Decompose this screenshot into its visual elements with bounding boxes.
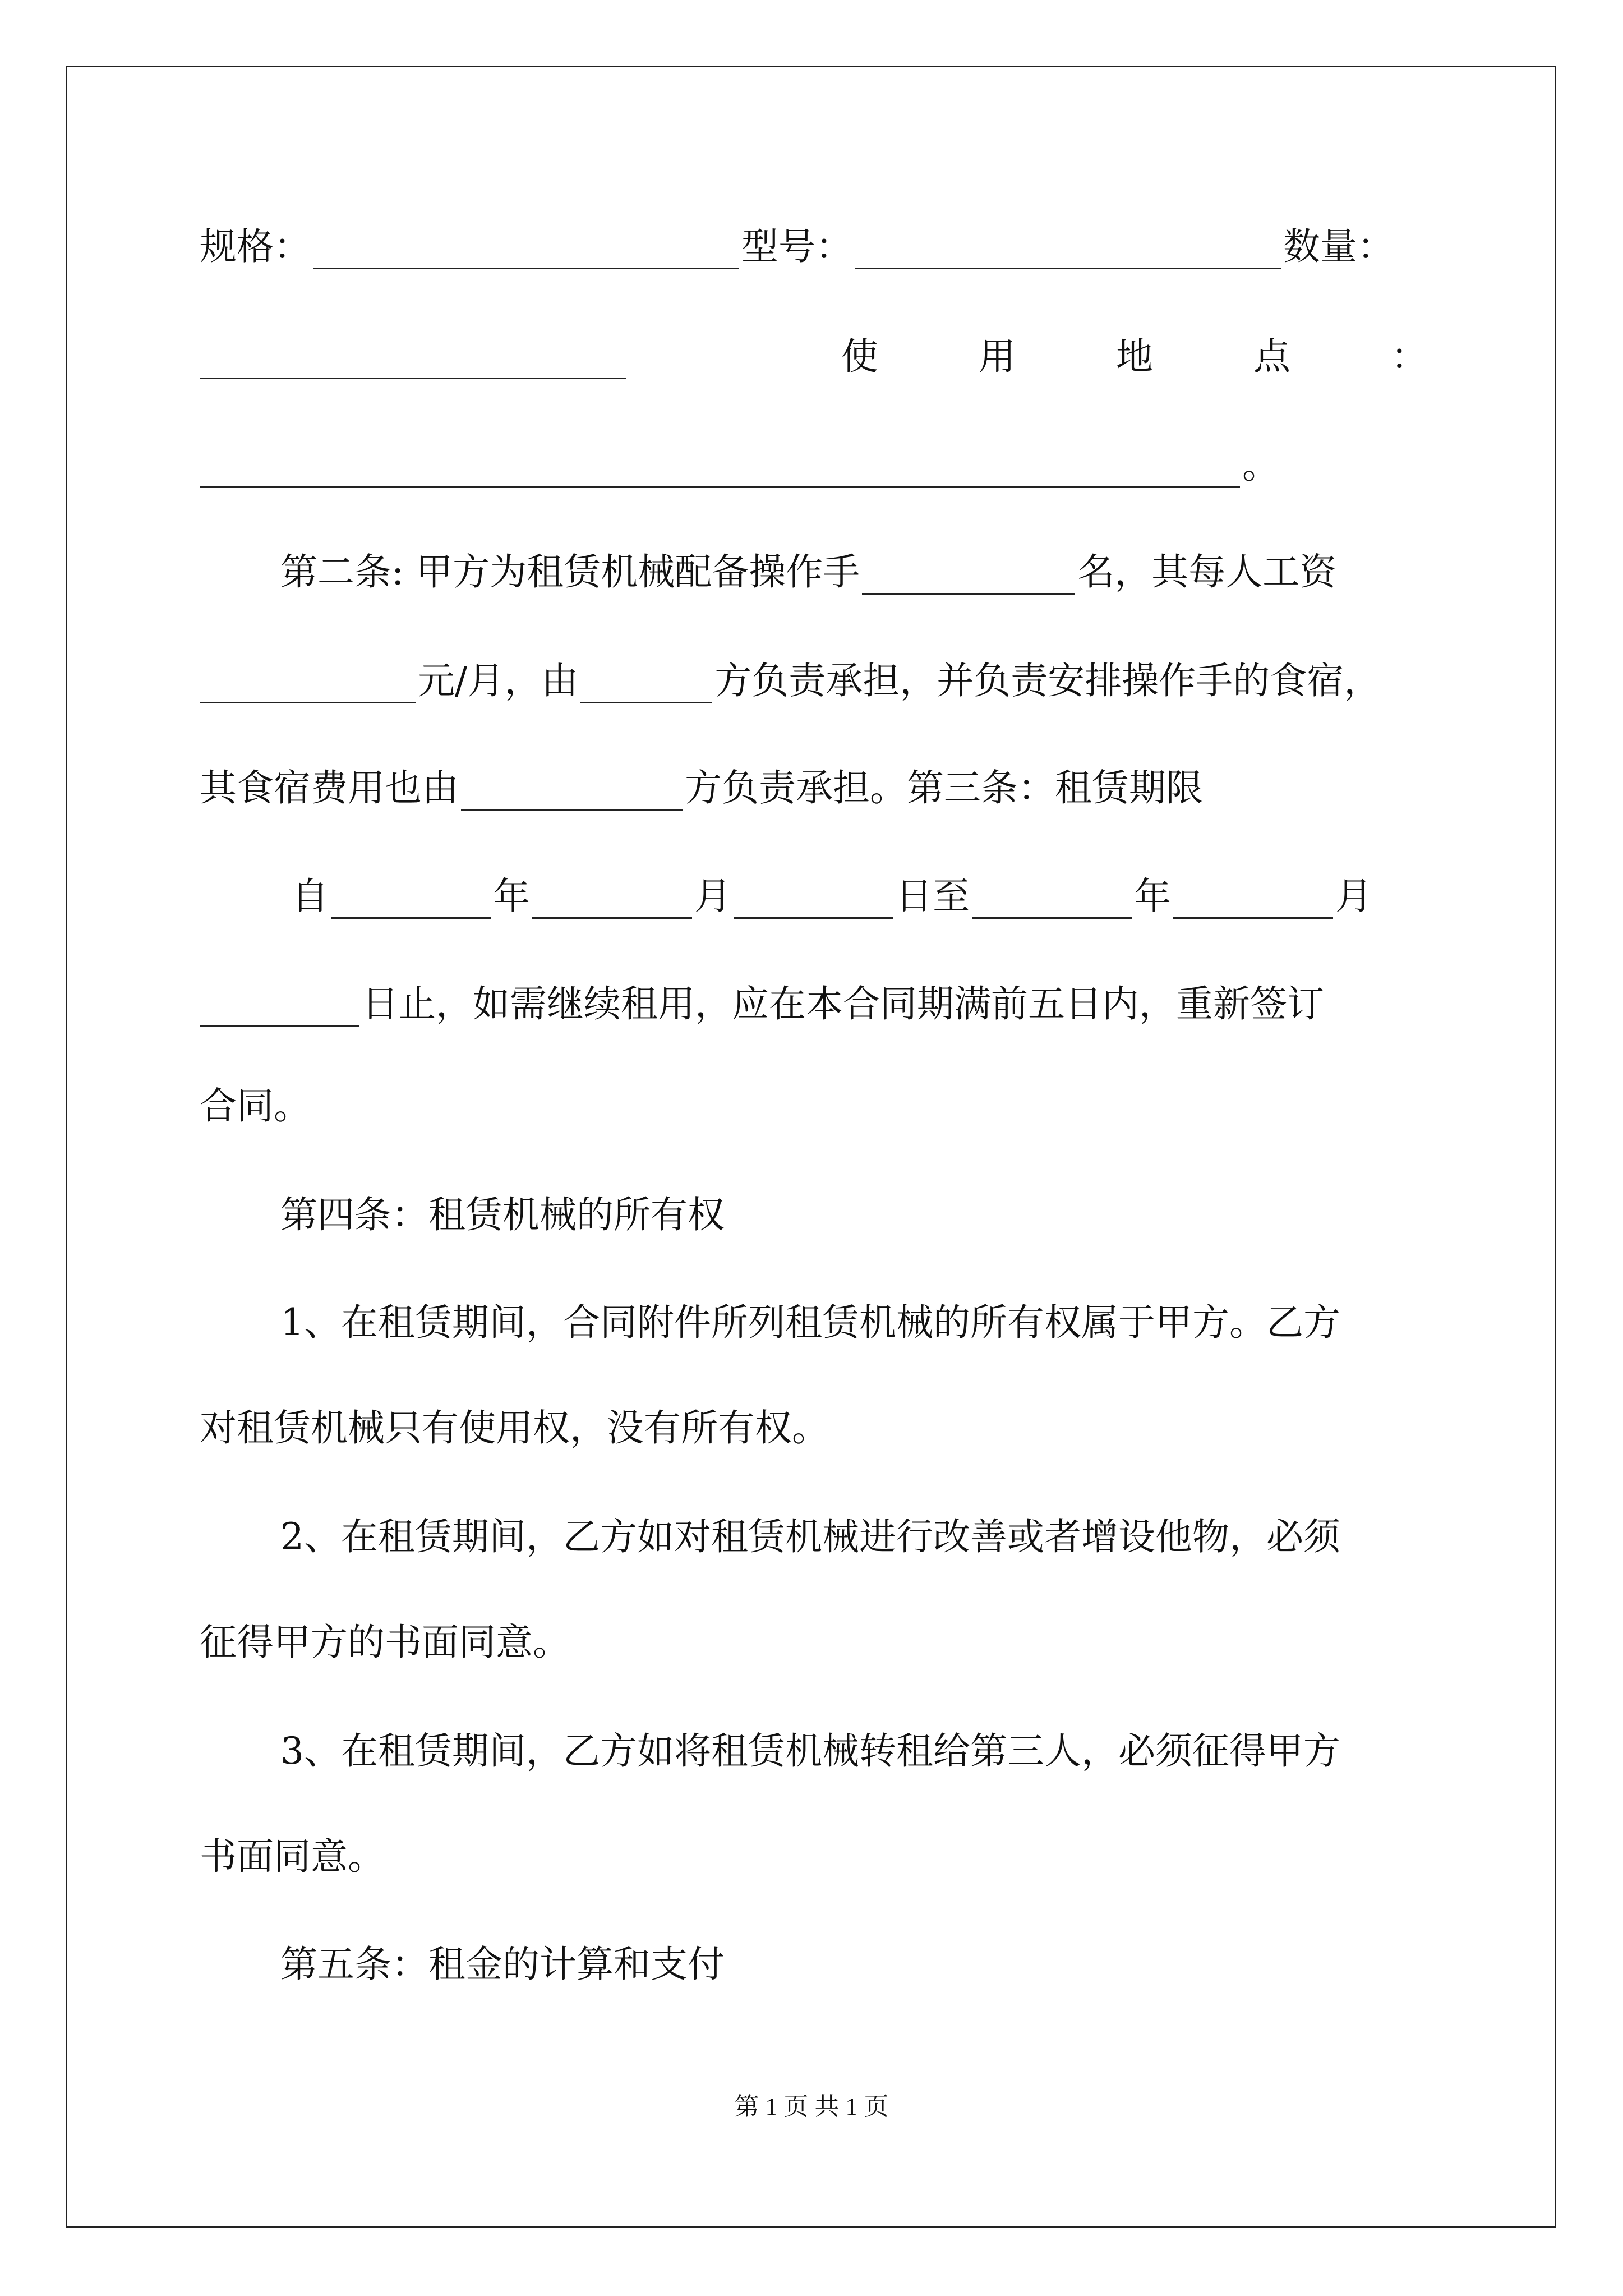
lodging-party-blank [461, 774, 683, 811]
location-blank [200, 452, 1240, 488]
end-month-blank [1173, 882, 1333, 919]
article-4-title-text: 第四条：租赁机械的所有权 [280, 1193, 725, 1236]
article-2-text: 方负责承担，并负责安排操作手的食宿， [714, 659, 1381, 702]
wage-blank [200, 667, 416, 703]
article-2-text: 第二条: 甲方为租赁机械配备操作手 [280, 550, 860, 593]
article-3-line-2 [200, 982, 1428, 1027]
spec-blank [313, 233, 739, 269]
article-4-item-2-line-2 [200, 1620, 1428, 1665]
article-3-text: 年 [1134, 875, 1171, 918]
article-4-text: 书面同意。 [200, 1835, 385, 1878]
period: 。 [1242, 444, 1279, 487]
article-4-text: 征得甲方的书面同意。 [200, 1621, 570, 1664]
operator-count-blank [862, 558, 1075, 595]
article-4-item-3-line-1 [280, 1729, 1509, 1774]
end-day-blank [200, 990, 359, 1027]
model-label: 型号： [741, 225, 852, 268]
article-3-line-1 [292, 874, 1428, 919]
article-4-text: 2、在租赁期间，乙方如对租赁机械进行改善或者增设他物，必须 [280, 1515, 1340, 1558]
start-day-blank [734, 882, 893, 919]
model-blank [855, 233, 1281, 269]
location-blank-line [200, 443, 1428, 488]
article-4-item-3-line-2 [200, 1834, 1428, 1879]
article-3-text: 月 [1335, 875, 1372, 918]
location-char: 使 [841, 335, 878, 378]
article-2-line-1 [280, 550, 1428, 595]
article-2-line-2 [200, 659, 1428, 703]
spec-label: 规格： [200, 225, 311, 268]
article-3-text: 日止，如需继续租用，应在本合同期满前五日内，重新签订 [362, 982, 1324, 1025]
wage-party-blank [580, 667, 712, 703]
article-3-text: 合同。 [200, 1084, 311, 1128]
article-4-item-1-line-1 [280, 1300, 1509, 1345]
article-3-text: 日至 [896, 875, 970, 918]
quantity-label: 数量： [1283, 225, 1394, 268]
article-2-line-3 [200, 766, 1428, 811]
location-char: 点 [1253, 335, 1290, 378]
article-3-line-3 [200, 1084, 1428, 1129]
location-char: 地 [1116, 335, 1153, 378]
article-3-text: 月 [694, 875, 731, 918]
article-2-text: 元/月，由 [418, 659, 579, 702]
page-footer: 第 1 页 共 1 页 [734, 2093, 889, 2120]
article-5-title-text: 第五条：租金的计算和支付 [280, 1943, 725, 1986]
location-label [841, 334, 1428, 379]
start-year-blank [331, 882, 491, 919]
article-4-text: 对租赁机械只有使用权，没有所有权。 [200, 1406, 829, 1450]
location-char: ： [1391, 335, 1428, 378]
page-frame [66, 66, 1556, 2228]
location-char: 用 [979, 335, 1016, 378]
location-line [200, 334, 1428, 379]
article-4-item-2-line-1 [280, 1515, 1509, 1559]
end-year-blank [972, 882, 1132, 919]
spec-line [200, 224, 1428, 269]
article-4-text: 1、在租赁期间，合同附件所列租赁机械的所有权属于甲方。乙方 [280, 1301, 1340, 1344]
article-3-text: 自 [292, 875, 329, 918]
article-4-title [280, 1193, 1509, 1237]
article-3-text: 年 [493, 875, 530, 918]
article-5-title [280, 1942, 1509, 1987]
article-4-text: 3、在租赁期间，乙方如将租赁机械转租给第三人，必须征得甲方 [280, 1729, 1340, 1773]
article-4-item-1-line-2 [200, 1406, 1428, 1451]
article-2-text: 名，其每人工资 [1077, 550, 1337, 593]
quantity-blank [200, 343, 626, 379]
article-2-text: 其食宿费用也由 [200, 766, 459, 809]
article-2-text: 方负责承担。第三条：租赁期限 [685, 766, 1203, 809]
start-month-blank [532, 882, 692, 919]
